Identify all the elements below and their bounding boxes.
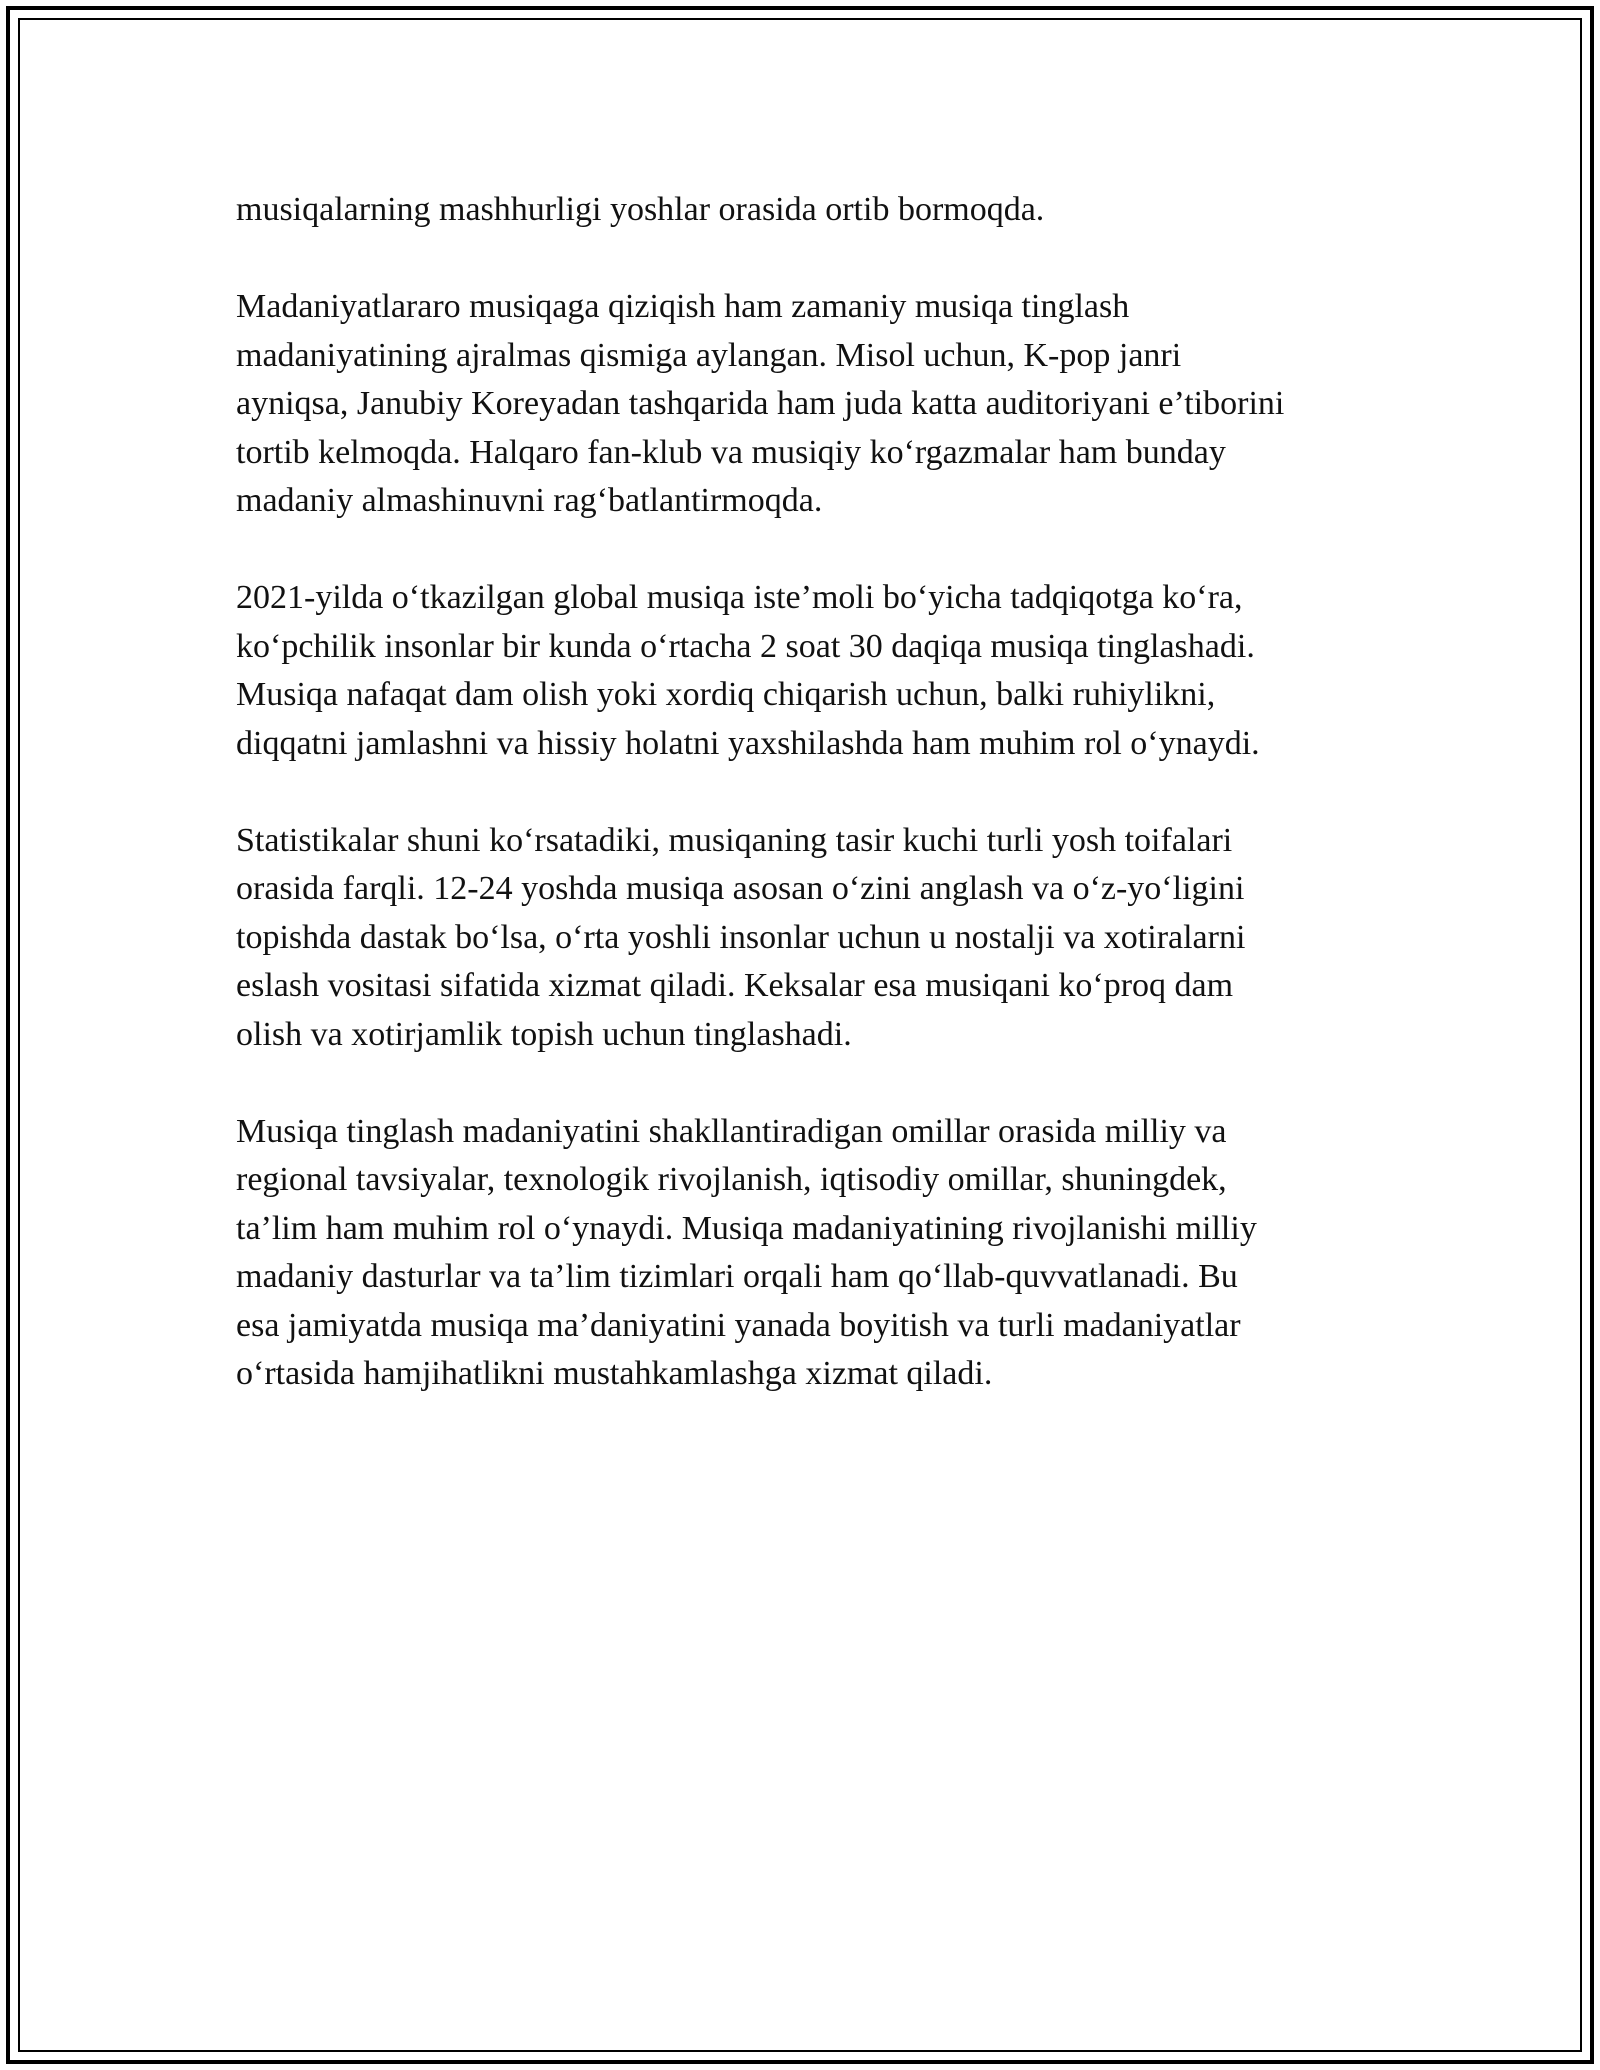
paragraph-intercultural-music: Madaniyatlararo musiqaga qiziqish ham zamaniy musiqa tinglash madaniyatining ajralmas qismiga aylangan. Misol uchun, K-pop janri ayniqsa, Janubiy Koreyadan tashqarida ham juda katta auditoriyani e’tiborini tortib kelmoqda. Halqaro fan-klub va musiqiy ko‘rgazmalar ham bunday madaniy almashinuvni rag‘batlantirmoqda. <box>236 288 1285 519</box>
paragraph-continuation: musiqalarning mashhurligi yoshlar orasida ortib bormoqda. <box>236 191 1045 228</box>
paragraph-global-consumption-study: 2021-yilda o‘tkazilgan global musiqa iste’moli bo‘yicha tadqiqotga ko‘ra, ko‘pchilik insonlar bir kunda o‘rtacha 2 soat 30 daqiqa musiqa tinglashadi. Musiqa nafaqat dam olish yoki xordiq chiqarish uchun, balki ruhiylikni, diqqatni jamlashni va hissiy holatni yaxshilashda ham muhim rol o‘ynaydi. <box>236 579 1260 762</box>
paragraph-shaping-factors: Musiqa tinglash madaniyatini shakllantiradigan omillar orasida milliy va regional tavsiyalar, texnologik rivojlanish, iqtisodiy omillar, shuningdek, ta’lim ham muhim rol o‘ynaydi. Musiqa madaniyatining rivojlanishi milliy madaniy dasturlar va ta’lim tizimlari orqali ham qo‘llab-quvvatlanadi. Bu esa jamiyatda musiqa ma’daniyatini yanada boyitish va turli madaniyatlar o‘rtasida hamjihatlikni mustahkamlashga xizmat qiladi. <box>236 1112 1257 1392</box>
document-body <box>236 186 1396 1447</box>
paragraph-age-groups-statistics: Statistikalar shuni ko‘rsatadiki, musiqaning tasir kuchi turli yosh toifalari orasida farqli. 12-24 yoshda musiqa asosan o‘zini anglash va o‘z-yo‘ligini topishda dastak bo‘lsa, o‘rta yoshli insonlar uchun u nostalji va xotiralarni eslash vositasi sifatida xizmat qiladi. Keksalar esa musiqani ko‘proq dam olish va xotirjamlik topish uchun tinglashadi. <box>236 821 1246 1053</box>
